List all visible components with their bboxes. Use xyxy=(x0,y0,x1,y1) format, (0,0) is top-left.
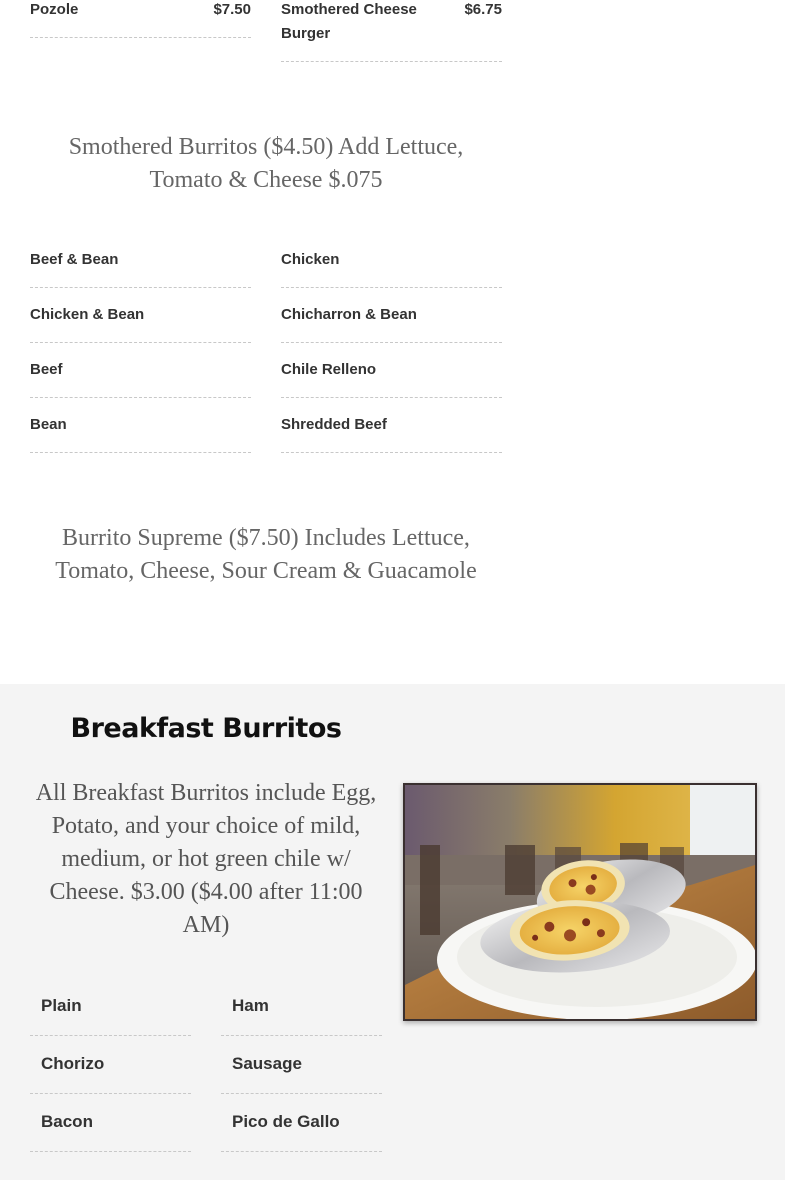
divider xyxy=(281,287,502,288)
section-heading-smothered: Smothered Burritos ($4.50) Add Lettuce, Tomato & Cheese $.075 xyxy=(68,134,464,193)
menu-item-name: Pozole xyxy=(30,1,79,18)
breakfast-description: All Breakfast Burritos include Egg, Potato, and your choice of mild, medium, or hot green chile w/ Cheese. $3.00 ($4.00 after 11:00 AM) xyxy=(35,780,377,938)
divider xyxy=(281,397,502,398)
menu-item-name: Shredded Beef xyxy=(281,416,387,433)
divider xyxy=(30,397,251,398)
divider xyxy=(281,342,502,343)
divider xyxy=(30,1151,191,1152)
divider xyxy=(30,1035,191,1036)
menu-item-name: Beef & Bean xyxy=(30,251,119,268)
menu-item-name: Smothered Cheese Burger xyxy=(281,1,417,42)
menu-item-price: $6.75 xyxy=(464,1,502,18)
divider xyxy=(221,1093,382,1094)
breakfast-title: Breakfast Burritos xyxy=(70,713,342,744)
section-heading-supreme: Burrito Supreme ($7.50) Includes Lettuce, Tomato, Cheese, Sour Cream & Guacamole xyxy=(55,525,477,584)
divider xyxy=(30,342,251,343)
divider xyxy=(30,287,251,288)
menu-item-name: Pico de Gallo xyxy=(232,1112,340,1131)
divider xyxy=(30,1093,191,1094)
menu-item-name: Chorizo xyxy=(41,1054,105,1073)
divider xyxy=(30,452,251,453)
menu-item-name: Beef xyxy=(30,361,63,378)
burrito-plate-image xyxy=(405,785,755,1019)
menu-item-name: Chicken xyxy=(281,251,340,268)
menu-item-name: Chicken & Bean xyxy=(30,306,145,323)
menu-item-name: Ham xyxy=(232,996,269,1015)
menu-item-price: $7.50 xyxy=(213,1,251,18)
divider xyxy=(30,37,251,38)
menu-item-name: Bacon xyxy=(41,1112,93,1131)
divider xyxy=(281,452,502,453)
menu-item-name: Chile Relleno xyxy=(281,361,377,378)
breakfast-burrito-photo xyxy=(403,783,757,1021)
divider xyxy=(221,1151,382,1152)
divider xyxy=(221,1035,382,1036)
menu-item-name: Plain xyxy=(41,996,82,1015)
menu-item-name: Bean xyxy=(30,416,67,433)
menu-item-name: Sausage xyxy=(232,1054,302,1073)
menu-item-name: Chicharron & Bean xyxy=(281,306,417,323)
divider xyxy=(281,61,502,62)
